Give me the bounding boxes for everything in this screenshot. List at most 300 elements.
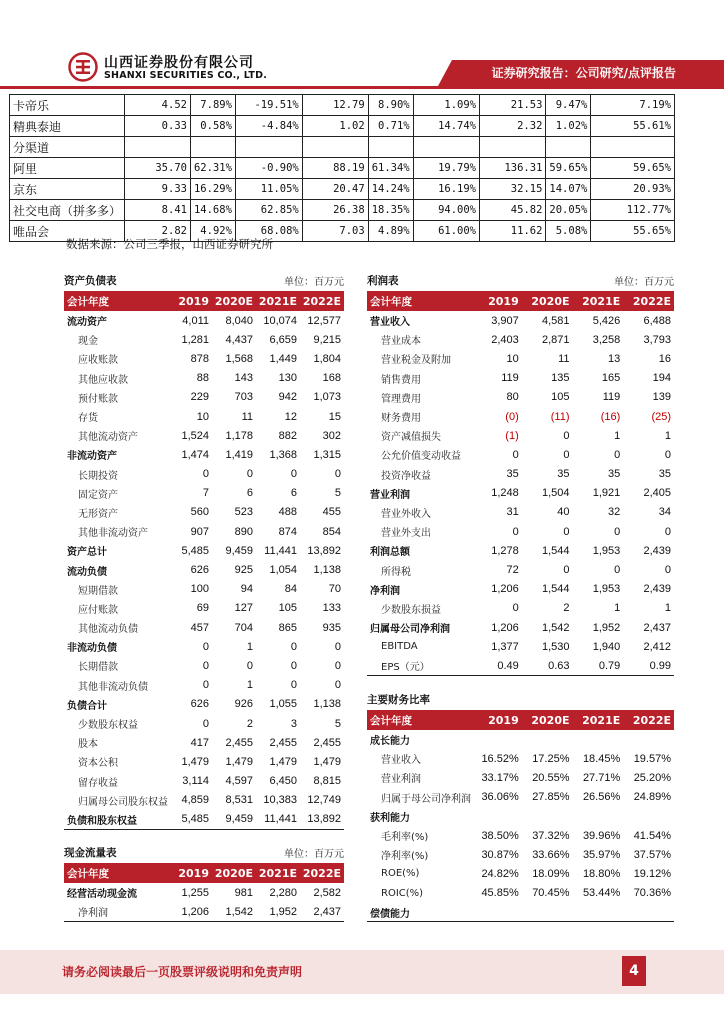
table-cell: 20.47 xyxy=(302,179,368,200)
table-cell: 9.47% xyxy=(546,95,591,116)
row-value: 1 xyxy=(614,602,621,615)
row-value: 8,531 xyxy=(225,794,253,807)
footer-bar xyxy=(0,950,724,994)
row-value: 890 xyxy=(234,525,253,538)
row-value: 53.44% xyxy=(582,887,621,900)
row-label: 营业收入 xyxy=(381,755,421,767)
row-value: 1,542 xyxy=(541,621,570,634)
cash-flow-table xyxy=(64,863,344,922)
row-value: 9,459 xyxy=(212,810,256,829)
row-value: 11 xyxy=(241,410,253,423)
report-type-banner: 证券研究报告：公司研究/点评报告 xyxy=(452,60,724,86)
table-cell: 59.65% xyxy=(546,158,591,179)
row-label: 固定资产 xyxy=(78,489,118,501)
channel-name: 卡帝乐 xyxy=(10,95,125,116)
row-value: 0 xyxy=(614,525,621,538)
column-header-year: 2020E xyxy=(212,863,256,883)
row-value: 1,568 xyxy=(225,352,253,365)
table-row xyxy=(367,768,674,787)
row-value: 1,474 xyxy=(181,448,209,461)
table-row xyxy=(64,465,344,484)
row-value: 19.12% xyxy=(633,867,671,880)
table-cell: 0.71% xyxy=(368,116,413,137)
row-value: 1,544 xyxy=(541,583,570,596)
row-value: 35 xyxy=(658,468,671,481)
row-label: 长期投资 xyxy=(78,470,118,482)
row-value: 39.96% xyxy=(582,829,621,842)
row-value: 2,405 xyxy=(643,487,671,500)
table-row xyxy=(64,484,344,503)
channel-name: 阿里 xyxy=(10,158,125,179)
row-value: 84 xyxy=(284,583,297,596)
row-value: 1,419 xyxy=(225,448,253,461)
table-row xyxy=(64,445,344,464)
empty-cell xyxy=(413,137,479,158)
table-row xyxy=(367,349,674,368)
row-value: 0 xyxy=(246,468,253,481)
row-value: 1 xyxy=(246,640,253,653)
ratios-table xyxy=(367,710,674,922)
table-cell: 12.79 xyxy=(302,95,368,116)
row-value: 4,581 xyxy=(541,314,570,327)
row-value: 1,479 xyxy=(225,755,253,768)
row-value: 6,450 xyxy=(269,775,297,788)
table-cell: 7.19% xyxy=(591,95,675,116)
row-value: 4,011 xyxy=(182,314,209,327)
row-value xyxy=(471,807,522,826)
row-value: 1,953 xyxy=(592,544,621,557)
row-value xyxy=(471,730,522,749)
table-cell: 62.31% xyxy=(190,158,235,179)
row-label: ROIC(%) xyxy=(381,887,424,899)
row-value: 18.80% xyxy=(582,867,621,880)
row-label: 预付账款 xyxy=(78,393,118,405)
data-source-note: 数据来源：公司三季报，山西证券研究所 xyxy=(66,237,273,251)
row-value: 1,530 xyxy=(541,640,570,653)
column-header-label: 会计年度 xyxy=(367,291,471,311)
table-cell: 4.89% xyxy=(368,221,413,242)
row-value: 119 xyxy=(501,372,519,385)
row-value: 16 xyxy=(658,352,671,365)
row-value: 1,804 xyxy=(313,352,341,365)
row-label: 资产减值损失 xyxy=(381,432,441,444)
row-value: 1,206 xyxy=(491,583,519,596)
financial-ratios xyxy=(367,692,674,922)
table-cell: 16.19% xyxy=(413,179,479,200)
table-cell: 32.15 xyxy=(480,179,546,200)
column-header-year: 2021E xyxy=(256,291,300,311)
row-value: 24.82% xyxy=(481,867,519,880)
row-value: 0 xyxy=(246,659,253,672)
row-value: (11) xyxy=(550,410,570,423)
row-value: 0 xyxy=(290,640,297,653)
channel-name: 社交电商（拼多多） xyxy=(10,200,125,221)
table-row xyxy=(367,522,674,541)
row-value: 27.85% xyxy=(532,791,570,804)
row-value: 455 xyxy=(322,506,341,519)
table-row xyxy=(367,656,674,675)
row-value: 0 xyxy=(202,640,209,653)
row-label: EPS（元） xyxy=(367,656,471,675)
table-row xyxy=(64,733,344,752)
row-label: 其他非流动负债 xyxy=(78,681,148,693)
row-value: 12,577 xyxy=(307,314,341,327)
row-value: 0 xyxy=(290,679,297,692)
company-name-en: SHANXI SECURITIES CO., LTD. xyxy=(104,70,268,81)
table-cell: 26.38 xyxy=(302,200,368,221)
table-row xyxy=(64,580,344,599)
table-header-row xyxy=(64,863,344,883)
row-value: 1,206 xyxy=(491,621,519,634)
row-value: 105 xyxy=(278,602,297,615)
row-value: 17.25% xyxy=(532,752,570,765)
row-value: 3,793 xyxy=(643,333,671,346)
table-cell: 11.62 xyxy=(480,221,546,242)
row-value: 457 xyxy=(190,621,209,634)
row-label: 短期借款 xyxy=(78,585,118,597)
table-cell: 88.19 xyxy=(302,158,368,179)
row-label: 少数股东损益 xyxy=(381,604,441,616)
income-statement-unit: 单位：百万元 xyxy=(614,277,674,288)
table-row xyxy=(64,426,344,445)
table-cell: 1.02 xyxy=(302,116,368,137)
column-header-year: 2019 xyxy=(471,291,522,311)
row-value: 80 xyxy=(506,391,519,404)
column-header-year: 2020E xyxy=(212,291,256,311)
row-value: 35 xyxy=(557,468,570,481)
row-value: 1,054 xyxy=(269,564,297,577)
table-cell: 7.03 xyxy=(302,221,368,242)
row-value: 5,426 xyxy=(592,314,621,327)
table-row xyxy=(367,445,674,464)
row-value: 874 xyxy=(278,525,297,538)
row-value: 0 xyxy=(334,659,341,672)
empty-cell xyxy=(235,137,302,158)
page-footer xyxy=(0,950,724,1024)
row-label: 营业外收入 xyxy=(381,508,431,520)
row-value: 18.45% xyxy=(582,752,621,765)
row-label: 其他流动负债 xyxy=(78,624,138,636)
table-row xyxy=(64,541,344,560)
row-label: 公允价值变动收益 xyxy=(381,451,461,463)
row-value: 10 xyxy=(196,410,209,423)
table-row xyxy=(64,676,344,695)
row-value: 70 xyxy=(328,583,341,596)
row-value: 40 xyxy=(557,506,570,519)
row-value: 1,138 xyxy=(313,698,341,711)
row-label: 营业利润 xyxy=(381,774,421,786)
table-row xyxy=(367,599,674,618)
row-value: 0 xyxy=(664,564,671,577)
table-cell: 8.90% xyxy=(368,95,413,116)
table-row xyxy=(367,788,674,807)
row-label: 投资净收益 xyxy=(381,470,431,482)
row-value: 165 xyxy=(601,372,621,385)
row-value: 0.99 xyxy=(623,656,674,675)
row-value: 45.85% xyxy=(481,887,519,900)
table-row xyxy=(64,522,344,541)
row-label: 营业外支出 xyxy=(381,528,431,540)
row-value: 0 xyxy=(512,448,519,461)
table-row xyxy=(64,599,344,618)
row-value: 127 xyxy=(234,602,253,615)
row-value: 12,749 xyxy=(307,794,341,807)
row-value: 35 xyxy=(506,468,519,481)
table-cell: 11.05% xyxy=(235,179,302,200)
row-value: 1,921 xyxy=(592,487,621,500)
table-row xyxy=(367,388,674,407)
row-value: 6 xyxy=(246,487,253,500)
row-label: 无形资产 xyxy=(78,508,118,520)
row-value xyxy=(471,903,522,922)
table-cell: 59.65% xyxy=(591,158,675,179)
table-row xyxy=(367,330,674,349)
table-row xyxy=(64,637,344,656)
row-value: 10 xyxy=(506,352,519,365)
row-value: 30.87% xyxy=(481,848,519,861)
row-value: 0 xyxy=(334,679,341,692)
row-value: 88 xyxy=(196,372,209,385)
table-row xyxy=(367,845,674,864)
row-value: 0 xyxy=(334,468,341,481)
balance-sheet-title: 资产负债表 xyxy=(64,275,117,287)
table-row xyxy=(367,730,674,749)
row-value: 3 xyxy=(290,717,297,730)
row-value: 2 xyxy=(563,602,570,615)
row-value: 6,659 xyxy=(269,333,297,346)
row-value: 10,383 xyxy=(263,794,297,807)
row-label: 资本公积 xyxy=(78,758,118,770)
income-statement-title: 利润表 xyxy=(367,275,399,287)
row-value: 0 xyxy=(563,525,570,538)
table-cell: 8.41 xyxy=(125,200,191,221)
row-label: 负债和股东权益 xyxy=(64,810,168,829)
column-header-label: 会计年度 xyxy=(64,291,168,311)
row-value: 2,280 xyxy=(269,886,297,899)
row-value: 1,073 xyxy=(313,391,341,404)
row-value: 5,485 xyxy=(181,544,209,557)
row-label: 销售费用 xyxy=(381,374,421,386)
row-value: 1,255 xyxy=(181,886,209,899)
row-value: 20.55% xyxy=(532,771,570,784)
row-value: 1,952 xyxy=(592,621,621,634)
table-header-row xyxy=(367,291,674,311)
table-header-row xyxy=(367,710,674,730)
row-value: 4,597 xyxy=(225,775,253,788)
row-label: 财务费用 xyxy=(381,413,421,425)
channel-name: 分渠道 xyxy=(10,137,125,158)
row-label: 其他流动资产 xyxy=(78,432,138,444)
row-label: 少数股东权益 xyxy=(78,720,138,732)
row-value: 704 xyxy=(234,621,253,634)
row-value: 523 xyxy=(234,506,253,519)
row-value: 0.79 xyxy=(573,656,624,675)
income-statement xyxy=(367,273,674,676)
row-value: 0 xyxy=(202,717,209,730)
row-value: 1,315 xyxy=(313,448,341,461)
row-label: 成长能力 xyxy=(370,736,410,748)
row-value: 0 xyxy=(202,679,209,692)
row-value: 1,544 xyxy=(541,544,570,557)
row-value: 0 xyxy=(563,429,570,442)
empty-cell xyxy=(480,137,546,158)
table-row xyxy=(367,807,674,826)
balance-sheet xyxy=(64,273,344,830)
row-value: 26.56% xyxy=(582,791,621,804)
row-value: 0 xyxy=(512,525,519,538)
row-value: 6,488 xyxy=(643,314,671,327)
row-value: 1 xyxy=(664,602,671,615)
table-cell: 9.33 xyxy=(125,179,191,200)
row-value: 1 xyxy=(664,429,671,442)
table-cell: 1.09% xyxy=(413,95,479,116)
row-value: 907 xyxy=(190,525,209,538)
row-label: 归属于母公司净利润 xyxy=(381,793,471,805)
disclaimer-text: 请务必阅读最后一页股票评级说明和免责声明 xyxy=(62,965,303,979)
row-value: 1,449 xyxy=(269,352,297,365)
row-value: 2,582 xyxy=(313,886,341,899)
table-row xyxy=(10,137,675,158)
table-cell: 2.82 xyxy=(125,221,191,242)
table-row xyxy=(367,465,674,484)
row-value: 94 xyxy=(240,583,253,596)
row-label: 利润总额 xyxy=(370,547,410,559)
table-cell: 55.65% xyxy=(591,221,675,242)
row-label: 股本 xyxy=(78,739,98,751)
row-value: 1,368 xyxy=(269,448,297,461)
row-label: 营业收入 xyxy=(370,317,410,329)
row-value: 27.71% xyxy=(582,771,621,784)
row-value: 0.63 xyxy=(522,656,573,675)
row-label: 获利能力 xyxy=(370,812,410,824)
row-value: 33.17% xyxy=(481,771,519,784)
table-cell: 14.24% xyxy=(368,179,413,200)
row-value: (25) xyxy=(651,410,671,423)
row-value: 13,892 xyxy=(300,810,344,829)
row-value: 4,437 xyxy=(225,333,253,346)
table-row xyxy=(367,484,674,503)
row-value: 25.20% xyxy=(633,771,671,784)
row-value: 31 xyxy=(506,506,519,519)
row-value: 981 xyxy=(234,886,253,899)
column-header-year: 2022E xyxy=(300,863,344,883)
column-header-year: 2019 xyxy=(168,291,212,311)
row-value: 10,074 xyxy=(263,314,297,327)
empty-cell xyxy=(125,137,191,158)
table-row xyxy=(64,503,344,522)
table-cell: 14.68% xyxy=(190,200,235,221)
row-label: ROE(%) xyxy=(381,868,420,880)
row-value: 70.36% xyxy=(633,887,671,900)
table-row xyxy=(10,116,675,137)
row-label: 流动资产 xyxy=(67,317,107,329)
row-value: 0 xyxy=(290,659,297,672)
row-value: 70.45% xyxy=(532,887,570,900)
table-row xyxy=(367,903,674,922)
row-label: 营业利润 xyxy=(370,489,410,501)
table-cell: 16.29% xyxy=(190,179,235,200)
balance-sheet-unit: 单位：百万元 xyxy=(284,277,344,288)
row-value: 1 xyxy=(246,679,253,692)
row-label: 应收账款 xyxy=(78,355,118,367)
empty-cell xyxy=(368,137,413,158)
row-label: 非流动资产 xyxy=(67,451,117,463)
row-value: 865 xyxy=(278,621,297,634)
column-header-label: 会计年度 xyxy=(367,710,471,730)
table-cell: 20.05% xyxy=(546,200,591,221)
row-value: 1,206 xyxy=(168,902,212,921)
row-value: 2,437 xyxy=(643,621,671,634)
row-value: 1,138 xyxy=(313,564,341,577)
row-label: 净利润 xyxy=(64,902,168,921)
table-row xyxy=(64,695,344,714)
row-value: (16) xyxy=(600,410,621,423)
row-label: 毛利率(%) xyxy=(381,832,429,844)
row-value: 8,040 xyxy=(225,314,253,327)
row-value: 9,215 xyxy=(313,333,341,346)
column-header-year: 2021E xyxy=(256,863,300,883)
row-value: 1 xyxy=(614,429,621,442)
row-value: 72 xyxy=(506,564,519,577)
table-row xyxy=(64,618,344,637)
table-cell: 14.74% xyxy=(413,116,479,137)
row-value: 7 xyxy=(202,487,209,500)
table-cell: 21.53 xyxy=(480,95,546,116)
row-value: 1,281 xyxy=(181,333,209,346)
row-value xyxy=(623,807,674,826)
row-label: 经营活动现金流 xyxy=(67,889,137,901)
table-row xyxy=(367,884,674,903)
table-row xyxy=(64,772,344,791)
channel-name: 京东 xyxy=(10,179,125,200)
column-header-year: 2020E xyxy=(522,710,573,730)
row-value: 24.89% xyxy=(633,791,671,804)
row-value: 3,258 xyxy=(592,333,621,346)
row-value: 926 xyxy=(234,698,253,711)
page-header xyxy=(0,0,724,92)
row-value: 194 xyxy=(652,372,671,385)
row-label: 留存收益 xyxy=(78,777,118,789)
channel-sales-table xyxy=(9,94,675,242)
row-value: 5 xyxy=(334,717,341,730)
row-value: 2 xyxy=(246,717,253,730)
row-value: 37.32% xyxy=(532,829,570,842)
row-label: EBITDA xyxy=(381,641,418,653)
row-label: 其他应收款 xyxy=(78,374,128,386)
row-value: 229 xyxy=(190,391,209,404)
row-value: 1,953 xyxy=(592,583,621,596)
row-value: 3,907 xyxy=(491,314,519,327)
column-header-label: 会计年度 xyxy=(64,863,168,883)
row-value: 41.54% xyxy=(633,829,671,842)
row-value: 1,940 xyxy=(592,640,621,653)
table-cell: -19.51% xyxy=(235,95,302,116)
row-value xyxy=(522,903,573,922)
row-value: 4,859 xyxy=(181,794,209,807)
table-row xyxy=(367,618,674,637)
row-value: 1,055 xyxy=(269,698,297,711)
row-value: 942 xyxy=(278,391,297,404)
ratios-title: 主要财务比率 xyxy=(367,694,430,706)
table-cell: 5.08% xyxy=(546,221,591,242)
row-value: 38.50% xyxy=(481,829,519,842)
cash-flow-statement xyxy=(64,845,344,922)
row-value: 0 xyxy=(563,448,570,461)
row-value: 1,248 xyxy=(491,487,519,500)
row-value: 11,441 xyxy=(264,544,297,557)
row-value: 0 xyxy=(563,564,570,577)
row-label: 归属母公司股东权益 xyxy=(78,796,168,808)
